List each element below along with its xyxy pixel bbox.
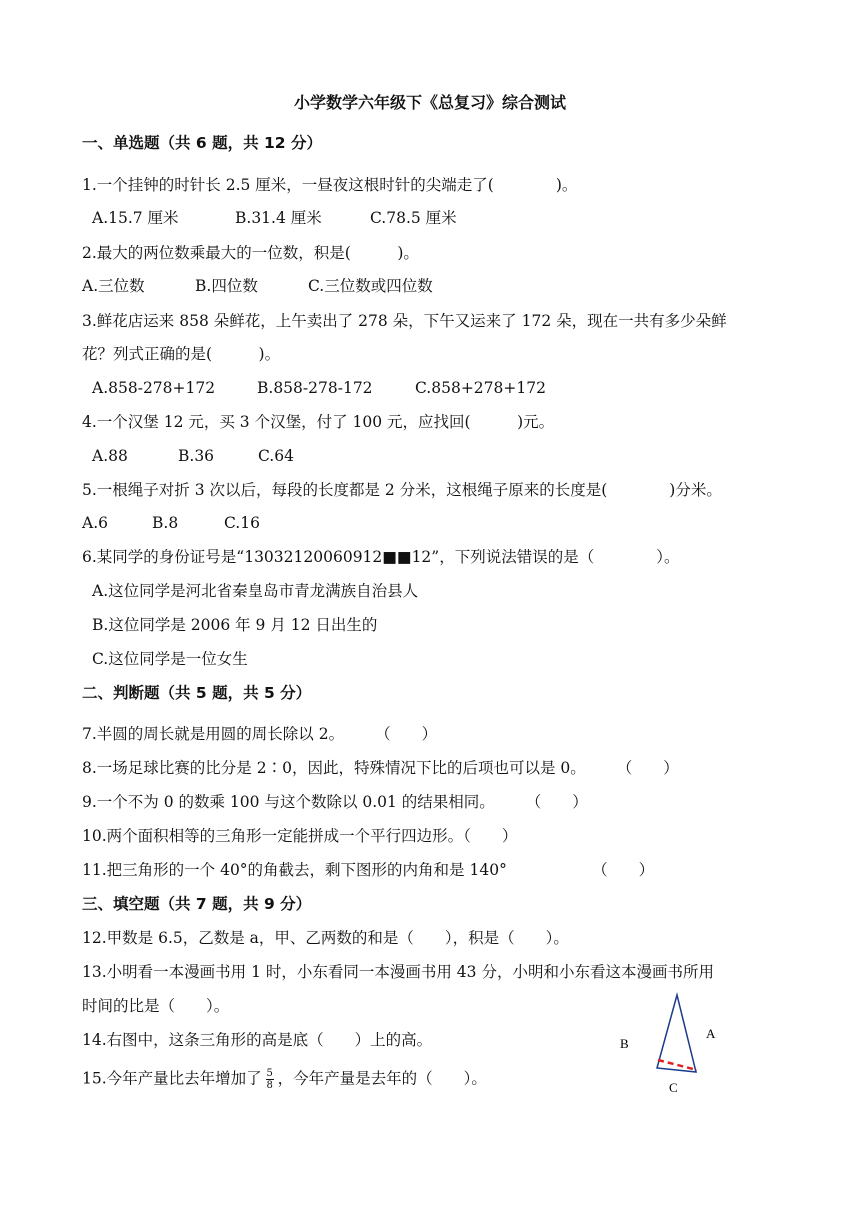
question-12: 12.甲数是 6.5，乙数是 a，甲、乙两数的和是（ ），积是（ ）。: [82, 929, 569, 947]
question-7: 7.半圆的周长就是用圆的周长除以 2。 （ ）: [82, 725, 438, 743]
label-b: B: [620, 1036, 629, 1051]
question-5-options: [82, 513, 260, 533]
question-3-line-2: 花？列式正确的是( )。: [82, 345, 281, 363]
option-a: A.88: [92, 447, 128, 465]
question-15-text-before: 15.今年产量比去年增加了: [82, 1069, 262, 1088]
label-c: C: [669, 1080, 678, 1095]
question-11: 11.把三角形的一个 40°的角截去，剩下图形的内角和是 140° （ ）: [82, 861, 655, 879]
question-8: 8.一场足球比赛的比分是 2∶0，因此，特殊情况下比的后项也可以是 0。 （ ）: [82, 759, 679, 777]
question-2-options: [82, 276, 433, 296]
question-6-option-a: A.这位同学是河北省秦皇岛市青龙满族自治县人: [92, 582, 419, 600]
option-a: A.858-278+172: [92, 379, 216, 397]
option-a: A.6: [82, 514, 108, 532]
option-b: B.31.4 厘米: [235, 209, 322, 227]
question-1: 1.一个挂钟的时针长 2.5 厘米，一昼夜这根时针的尖端走了( )。: [82, 176, 578, 194]
option-a: A.15.7 厘米: [92, 209, 179, 227]
section-heading-single-choice: 一、单选题（共 6 题，共 12 分）: [82, 134, 322, 152]
triangle-figure: [600, 990, 740, 1100]
option-c: C.78.5 厘米: [370, 209, 457, 227]
question-10: 10.两个面积相等的三角形一定能拼成一个平行四边形。（ ）: [82, 827, 518, 845]
option-b: B.8: [152, 514, 179, 532]
question-5: 5.一根绳子对折 3 次以后，每段的长度都是 2 分米，这根绳子原来的长度是( )分米。: [82, 481, 722, 499]
option-b: B.36: [178, 447, 215, 465]
question-15-text-after: ，今年产量是去年的（ ）。: [277, 1069, 487, 1088]
question-2: 2.最大的两位数乘最大的一位数，积是( )。: [82, 244, 419, 262]
question-1-options: [92, 208, 457, 228]
question-6-option-c: C.这位同学是一位女生: [92, 650, 248, 668]
question-14: 14.右图中，这条三角形的高是底（ ）上的高。: [82, 1031, 433, 1049]
question-6: 6.某同学的身份证号是“13032120060912■■12”，下列说法错误的是（ ）。: [82, 548, 680, 566]
question-9: 9.一个不为 0 的数乘 100 与这个数除以 0.01 的结果相同。 （ ）: [82, 793, 588, 811]
question-13-line-2: 时间的比是（ ）。: [82, 997, 230, 1015]
option-a: A.三位数: [82, 277, 145, 295]
page-title: 小学数学六年级下《总复习》综合测试: [293, 93, 566, 112]
option-c: C.64: [258, 447, 294, 465]
fraction-numerator: 5: [266, 1068, 273, 1079]
option-b: B.四位数: [195, 277, 258, 295]
question-13-line-1: 13.小明看一本漫画书用 1 时，小东看同一本漫画书用 43 分，小明和小东看这本漫画书所用: [82, 963, 714, 981]
fraction-denominator: 8: [266, 1080, 273, 1091]
question-6-option-b: B.这位同学是 2006 年 9 月 12 日出生的: [92, 616, 378, 634]
option-c: C.858+278+172: [415, 379, 546, 397]
question-3-options: [92, 378, 546, 398]
section-heading-fill-blank: 三、填空题（共 7 题，共 9 分）: [82, 895, 312, 913]
question-3-line-1: 3.鲜花店运来 858 朵鲜花，上午卖出了 278 朵，下午又运来了 172 朵，现在一共有多少朵鲜: [82, 312, 727, 330]
label-a: A: [706, 1026, 716, 1041]
section-heading-true-false: 二、判断题（共 5 题，共 5 分）: [82, 684, 312, 702]
question-4-options: [92, 446, 294, 466]
option-c: C.16: [224, 514, 260, 532]
question-4: 4.一个汉堡 12 元，买 3 个汉堡，付了 100 元，应找回( )元。: [82, 413, 555, 431]
fraction: [266, 1068, 274, 1091]
question-15: [82, 1068, 487, 1091]
option-b: B.858-278-172: [257, 379, 373, 397]
option-c: C.三位数或四位数: [308, 277, 433, 295]
